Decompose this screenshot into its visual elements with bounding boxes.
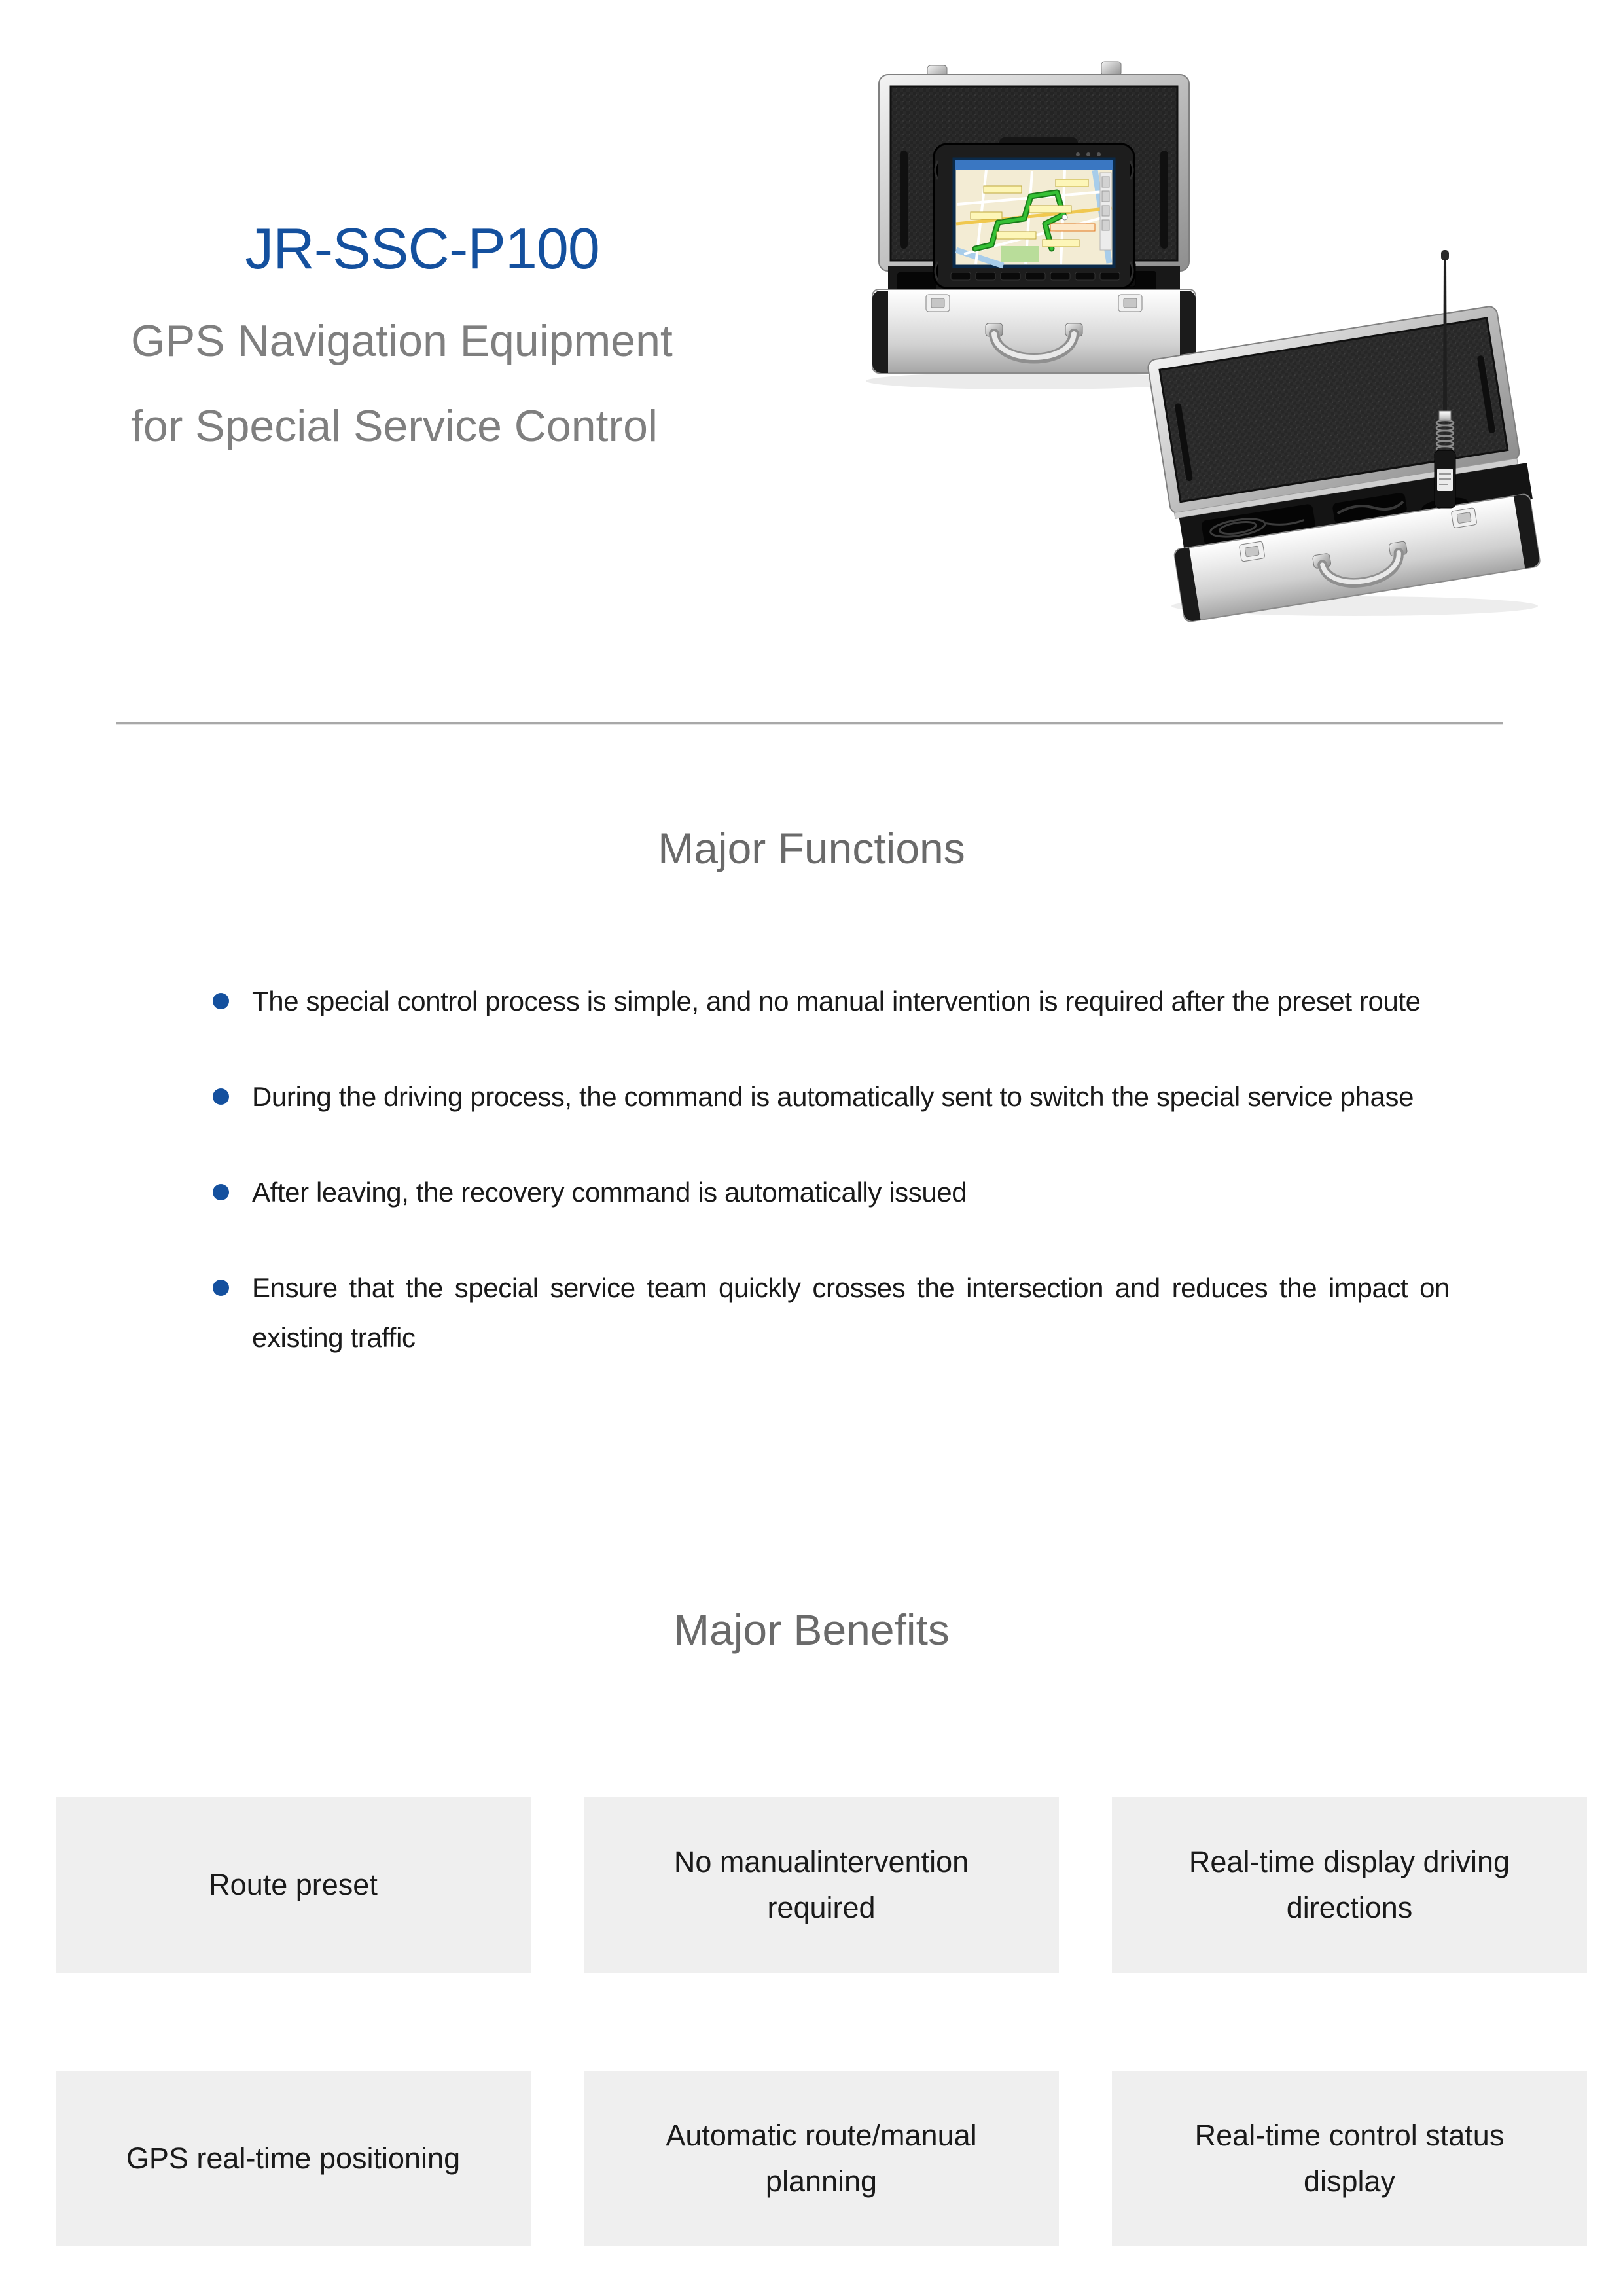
bullet-item [213,1168,1453,1217]
bullet-text: The special control process is simple, and no manual intervention is required after the preset route [252,986,1421,1016]
gps-device [934,137,1134,288]
bullet-dot-icon [213,993,229,1009]
bullet-text: After leaving, the recovery command is automatically issued [252,1177,967,1208]
antenna-case-body [1143,304,1543,622]
benefit-card-label: No manualintervention required [673,1845,969,1924]
bullet-text: Ensure that the special service team quickly crosses the intersection and reduces the impact on existing traffic [252,1272,1450,1353]
bullet-item [213,1072,1453,1122]
bullet-dot-icon [213,1280,229,1296]
section-divider [116,722,1503,725]
benefit-card [584,2071,1059,2246]
product-subtitle-line2: for Special Service Control [131,401,658,451]
benefit-card-label: Route preset [209,1868,378,1901]
antenna-case-photo [1139,247,1558,630]
benefits-heading: Major Benefits [673,1605,950,1654]
product-subtitle [131,298,713,469]
gps-screen-map [954,159,1114,266]
bullet-text: During the driving process, the command is automatically sent to switch the special service phase [252,1081,1414,1112]
bullet-dot-icon [213,1184,229,1200]
product-model-title: JR-SSC-P100 [245,216,599,281]
functions-heading: Major Functions [658,824,965,872]
functions-bullet-list [213,977,1453,1408]
benefit-card-label: Real-time display driving directions [1188,1845,1510,1924]
benefit-card-label: Real-time control status display [1194,2119,1505,2198]
benefit-card [56,1797,531,1973]
benefit-card-label: GPS real-time positioning [126,2142,461,2175]
benefit-card [1112,1797,1587,1973]
benefit-card-label: Automatic route/manual planning [666,2119,977,2198]
benefit-card [584,1797,1059,1973]
bullet-item [213,1263,1453,1363]
benefits-grid [56,1797,1587,2246]
bullet-dot-icon [213,1088,229,1105]
hero-block [131,216,713,469]
product-subtitle-line1: GPS Navigation Equipment [131,316,673,366]
benefit-card [56,2071,531,2246]
benefit-card [1112,2071,1587,2246]
bullet-item [213,977,1453,1026]
